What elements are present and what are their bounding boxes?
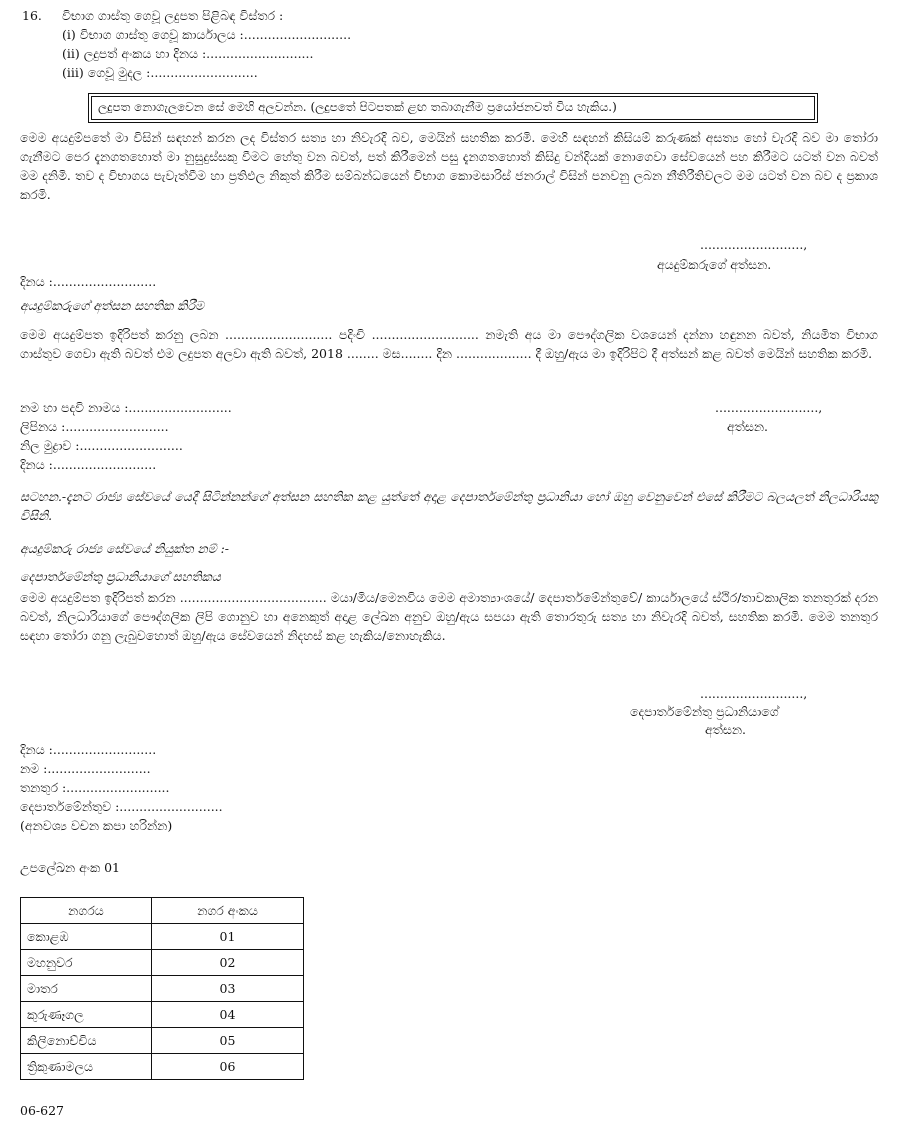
table-header-row (21, 898, 304, 924)
table-row (21, 1028, 304, 1054)
section-number: 16. (22, 8, 42, 23)
dept-position-field: තනතුර :.......................... (20, 780, 170, 795)
department-field: දෙපාර්තමේන්තුව :.......................... (20, 799, 223, 814)
dept-cert-heading: දෙපාර්තමේන්තු ප්‍රධානියාගේ සහතිකය (20, 569, 221, 584)
table-row (21, 976, 304, 1002)
table-row (21, 1054, 304, 1080)
city-name: ත්‍රිකුණාමලය (21, 1054, 152, 1080)
city-name: මාතර (21, 976, 152, 1002)
attester-signature-line: .........................., (715, 400, 823, 415)
page-code: 06-627 (20, 1103, 64, 1118)
table-header-city-number: නගර අංකය (152, 898, 304, 924)
strike-out-note: (අනවශ්‍ය වචන කපා හරින්න) (20, 818, 173, 833)
applicant-signature-line: .........................., (700, 237, 808, 252)
dept-cert-text: මෙම අයදුම්පත ඉදිරිපත් කරන ..................................... මයා/මිය/මෙනවිය මෙම අමාත්‍යාංශයේ/ දෙපාර්තමේන්තුවේ/ කාර්යාලයේ ස්ථිර/තාවකාලික තනතුරක් දරන බවත්, නිලධාරියාගේ පෞද්ගලික ලිපි ගොනුව හා අනෙකුත් අදාළ ලේඛන අනුව ඔහු/ඇය සපයා ඇති තොරතුරු සත්‍ය හා නිවැරදි බවත්, සහතික කරමි. මෙම තනතුර සඳහා තෝරා ගනු ලැබුවහොත් ඔහු/ඇය සේවයෙන් නිදහස් කළ හැකිය/නොහැකිය. (20, 590, 878, 643)
city-number: 06 (152, 1054, 304, 1080)
applicant-signature-label: අයදුම්කරුගේ අත්සන. (657, 257, 772, 272)
dept-head-signature-label-2: අත්සන. (705, 722, 746, 737)
dept-name-field: නම :.......................... (20, 761, 151, 776)
dept-head-signature-label: දෙපාර්තමේන්තු ප්‍රධානියාගේ (630, 704, 779, 719)
official-seal-field: නිල මුද්‍රාව :.......................... (20, 438, 183, 453)
city-number: 04 (152, 1002, 304, 1028)
attester-signature-label: අත්සන. (727, 419, 768, 434)
dept-head-signature-line: .........................., (700, 686, 808, 701)
attestation-heading: අයදුම්කරුගේ අත්සන සහතික කිරීම (20, 298, 204, 313)
dept-date-field: දිනය :.......................... (20, 742, 157, 757)
city-number: 02 (152, 950, 304, 976)
city-number: 01 (152, 924, 304, 950)
table-row (21, 924, 304, 950)
table-row (21, 950, 304, 976)
table-header-city: නගරය (21, 898, 152, 924)
city-number: 05 (152, 1028, 304, 1054)
receipt-paste-box (91, 96, 815, 120)
city-name: කුරුණෑගල (21, 1002, 152, 1028)
receipt-office-field: (i) විභාග ගාස්තු ගෙවූ කාර්යාලය :........................... (62, 27, 352, 42)
receipt-note: ලදුපත නොගැලවෙන සේ මෙහි අලවන්න. (ලදුපතේ පිටපතක් ළඟ තබාගැනීම ප්‍රයෝජනවත් විය හැකිය.) (98, 100, 617, 114)
attester-name-field: නම හා පදවි නාමය :.......................... (20, 400, 232, 415)
section-title: විභාග ගාස්තු ගෙවූ ලදුපත පිළිබඳ විස්තර : (62, 8, 284, 23)
table-row (21, 1002, 304, 1028)
annex-title: උපලේඛන අංක 01 (20, 860, 121, 875)
attestation-text: මෙම අයදුම්පත ඉදිරිපත් කරනු ලබන ........................... පදිංචි ........................... නමැති අය මා පෞද්ගලික වශයෙන් දන්නා හඳුනන බවත්, නියමිත විභාග ගාස්තුව ගෙවා ඇති බවත් එම ලදුපත අලවා ඇති බවත්, 2018 ........ මස........ දින ................... දී ඔහු/ඇය මා ඉදිරිපිට දී අත්සන් කළ බවත් මෙයින් සහතික කරමි. (20, 327, 878, 361)
city-number: 03 (152, 976, 304, 1002)
attestation-date-field: දිනය :.......................... (20, 457, 157, 472)
govt-service-heading: අයදුම්කරු රාජ්‍ය සේවයේ නියුක්ත නම් :- (20, 541, 230, 556)
note-text: සටහන.-දැනට රාජ්‍ය සේවයේ යෙදී සිටින්නන්ගේ අත්සන සහතික කළ යුත්තේ අදාළ දෙපාර්තමේන්තු ප්‍රධානියා හෝ ඔහු වෙනුවෙන් එසේ කිරීමට බලයලත් නිලධාරියකු විසිනි. (20, 489, 878, 523)
receipt-number-field: (ii) ලදුපත් අංකය හා දිනය :........................... (62, 46, 314, 61)
amount-paid-field: (iii) ගෙවූ මුදල :........................... (62, 65, 258, 80)
city-name: කිලිනොච්චිය (21, 1028, 152, 1054)
city-name: මහනුවර (21, 950, 152, 976)
declaration-date: දිනය :.......................... (20, 274, 157, 289)
attester-address-field: ලිපිනය :.......................... (20, 419, 169, 434)
declaration-text: මෙම අයදුම්පතේ මා විසින් සඳහන් කරන ලද විස්තර සත්‍ය හා නිවැරදි බව, මෙයින් සහතික කරමි. මෙහි සඳහන් කිසියම් කරුණක් අසත්‍ය හෝ වැරදි බව මා තෝරා ගැනීමට පෙර දැනගතහොත් මා නුසුදුස්සකු වීමට හේතු වන බවත්, පත් කිරීමෙන් පසු දැනගතහොත් කිසිදු වන්දියක් නොගෙවා සේවයෙන් පහ කිරීමට යටත් වන බවත් මම දනිමි. තව ද විභාගය පැවැත්වීම හා ප්‍රතිඵල නිකුත් කිරීම සම්බන්ධයෙන් විභාග කොමසාරිස් ජනරාල් විසින් පනවනු ලබන නීතිරීතිවලට මම යටත් වන බව ද ප්‍රකාශ කරමි. (20, 130, 878, 202)
city-table (20, 897, 304, 1080)
city-name: කොළඹ (21, 924, 152, 950)
